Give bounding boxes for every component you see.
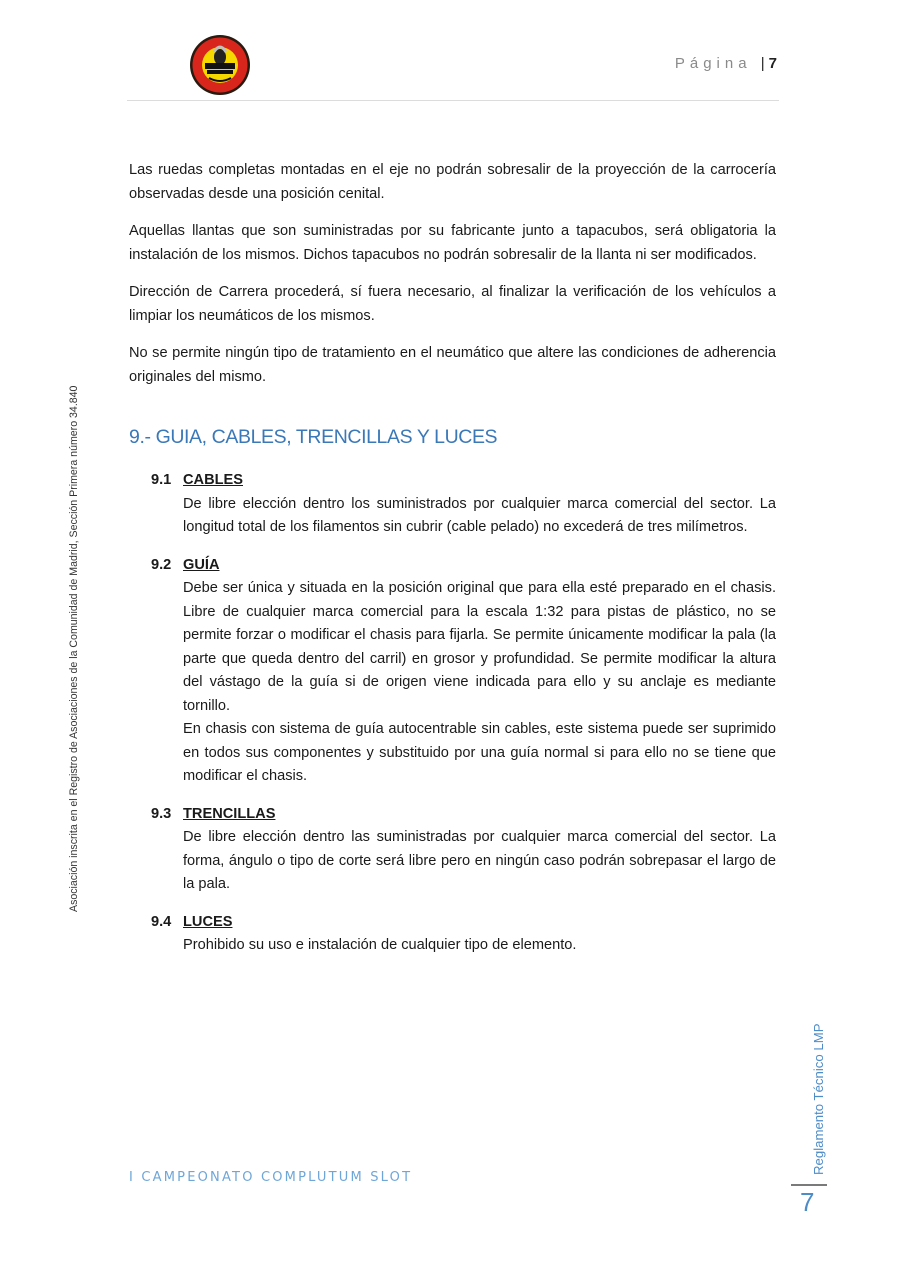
subsection-number: 9.4 bbox=[151, 913, 172, 930]
subsection-body bbox=[183, 934, 776, 958]
footer-document-title: Reglamento Técnico LMP bbox=[811, 1023, 826, 1175]
paragraph: Aquellas llantas que son suministradas por su fabricante junto a tapacubos, será obligatoria la instalación de los mismos. Dichos tapacubos no podrán sobresalir de la llanta ni ser modificados. bbox=[129, 223, 776, 263]
subsection-number: 9.2 bbox=[151, 556, 172, 573]
subsection-header bbox=[151, 803, 776, 827]
footer-divider bbox=[791, 1184, 827, 1186]
subsection-title: TRENCILLAS bbox=[183, 805, 276, 822]
page-number: 7 bbox=[768, 55, 777, 72]
subsection-title: LUCES bbox=[183, 913, 233, 930]
subsection-header bbox=[151, 469, 776, 493]
document-body bbox=[129, 159, 776, 972]
footer-page-number: 7 bbox=[800, 1187, 815, 1217]
page-indicator bbox=[675, 55, 777, 72]
subsection-text: En chasis con sistema de guía autocentrable sin cables, este sistema puede ser suprimido en todos sus componentes y substituido por una guía normal si para ello no se tiene que modificar el chasis. bbox=[183, 721, 776, 784]
paragraph: Las ruedas completas montadas en el eje no podrán sobresalir de la proyección de la carrocería observadas desde una posición cenital. bbox=[129, 162, 776, 202]
subsection-body bbox=[183, 493, 776, 540]
header-divider bbox=[127, 100, 779, 101]
club-logo bbox=[189, 34, 251, 96]
subsection-luces bbox=[151, 911, 776, 958]
subsection-cables bbox=[151, 469, 776, 540]
subsection-body bbox=[183, 826, 776, 897]
section-heading: 9.- GUIA, CABLES, TRENCILLAS Y LUCES bbox=[129, 426, 498, 448]
association-registration-note: Asociación inscrita en el Registro de Asociaciones de la Comunidad de Madrid, Sección Primera número 34.840 bbox=[68, 385, 80, 912]
subsection-body bbox=[183, 577, 776, 789]
complutum-slot-logo-icon bbox=[189, 34, 251, 96]
subsection-guia bbox=[151, 554, 776, 789]
subsection-header bbox=[151, 554, 776, 578]
subsection-text: De libre elección dentro los suministrados por cualquier marca comercial del sector. La longitud total de los filamentos sin cubrir (cable pelado) no excederá de tres milímetros. bbox=[183, 495, 776, 535]
subsection-number: 9.3 bbox=[151, 805, 172, 822]
page-word: Página bbox=[674, 55, 752, 72]
subsection-text: Prohibido su uso e instalación de cualquier tipo de elemento. bbox=[183, 937, 577, 953]
subsection-trencillas bbox=[151, 803, 776, 897]
paragraph: No se permite ningún tipo de tratamiento en el neumático que altere las condiciones de adherencia originales del mismo. bbox=[129, 345, 776, 385]
subsection-number: 9.1 bbox=[151, 472, 172, 488]
footer-championship-title: I CAMPEONATO COMPLUTUM SLOT bbox=[129, 1170, 413, 1185]
subsection-text: Debe ser única y situada en la posición original que para ella esté preparado en el chasis. Libre de cualquier marca comercial para la escala 1:32 para pistas de plástico, no se permite forzar o modificar el chasis para fijarla. Se permite únicamente modificar la pala (la parte que queda dentro del carril) en grosor y profundidad. Se permite modificar la altura del vástago de la guía si de origen viene indicada para ello y su anclaje es mediante tornillo. bbox=[183, 580, 776, 714]
subsection-text: De libre elección dentro las suministradas por cualquier marca comercial del sector. La forma, ángulo o tipo de corte será libre pero en ningún caso podrán sobrepasar el largo de la pala. bbox=[183, 829, 776, 892]
paragraph: Dirección de Carrera procederá, sí fuera necesario, al finalizar la verificación de los vehículos a limpiar los neumáticos de los mismos. bbox=[129, 284, 776, 324]
subsection-title: GUÍA bbox=[183, 556, 220, 573]
page-separator: | bbox=[760, 55, 765, 72]
subsection-title: CABLES bbox=[183, 472, 243, 488]
subsection-header bbox=[151, 911, 776, 935]
